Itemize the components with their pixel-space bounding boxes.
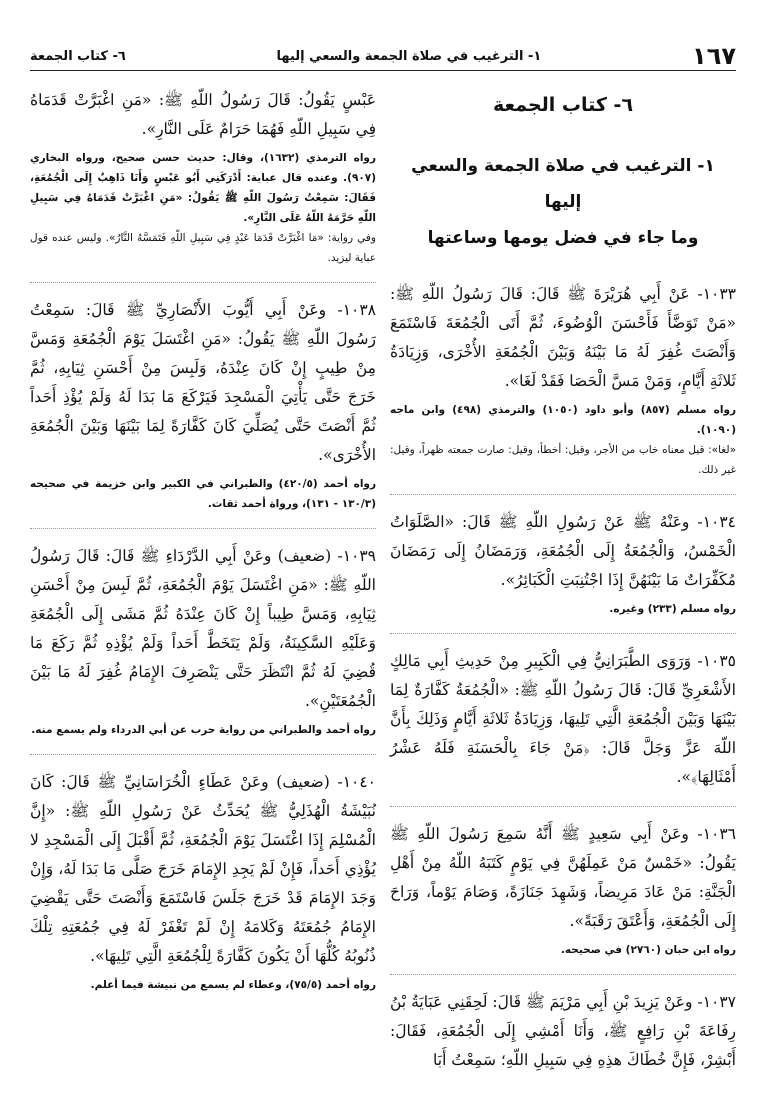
section-subtitle: وما جاء في فضل يومها وساعتها: [427, 228, 699, 248]
hadith-1040-reference: رواه أحمد (٧٥/٥)، وعطاء لم يسمع من نبيشة فيما أعلم.: [90, 979, 376, 991]
hadith-1038-reference: رواه أحمد (٤٢٠/٥) والطبراني في الكبير وابن خزيمة في صحيحه (١٣٠/٣ - ١٣١)، ورواة أحمد ثقات.: [30, 478, 376, 510]
running-title: ١- الترغيب في صلاة الجمعة والسعي إليها: [276, 48, 542, 64]
left-column: [30, 86, 376, 995]
hadith-1037: ١٠٣٧- وعَنْ يَزِيدَ بْنِ أَبِي مَرْيَمَ ﷺ قَالَ: لَحِقَنِي عَبَايَةُ بْنُ رِفَاعَةَ بْنِ رَافِعٍ ﷺ، وَأَنَا أَمْشِي إِلَى الْجُمُعَةِ، فَقَالَ: أَبْشِرْ، فَإِنَّ خُطَاكَ هذِهِ فِي سَبِيلِ اللّهِ؛ سَمِعْتُ أَبَا: [390, 993, 736, 1069]
hadith-1033-reference: رواه مسلم (٨٥٧) وأبو داود (١٠٥٠) والترمذي (٤٩٨) وابن ماجه (١٠٩٠).: [390, 404, 737, 436]
divider: [390, 633, 736, 635]
divider: [390, 974, 736, 976]
hadith-1039-reference: رواه أحمد والطبراني من رواية حرب عن أبي الدرداء ولم يسمع منه.: [31, 724, 376, 736]
chapter-title: ٦- كتاب الجمعة: [30, 48, 126, 64]
divider: [30, 754, 376, 756]
book-title: ٦- كتاب الجمعة: [492, 94, 634, 116]
page-number: ١٦٧: [692, 42, 736, 70]
hadith-1037-continuation: عَبْسٍ يَقُولُ: قَالَ رَسُولُ اللّهِ ﷺ: «مَنِ اغْبَرَّتْ قَدَمَاهُ فِي سَبِيلِ اللّهِ فَهُمَا حَرَامٌ عَلَى النَّارِ».: [30, 91, 376, 138]
hadith-1037-reference: رواه الترمذي (١٦٣٢)، وقال: حديث حسن صحيح، ورواه البخاري (٩٠٧). وعنده قال عباية: أَدْرَكَنِي أَبُو عَبْسٍ وَأَنَا ذَاهِبٌ إِلَى الْجُمُعَةِ، فَقَالَ: سَمِعْتُ رَسُولَ اللّهِ ﷺ يَقُولُ: «مَنِ اغْبَرَّتْ قَدَمَاهُ فِي سَبِيلِ اللّهِ حَرَّمَهُ اللّهُ عَلَى النَّارِ».: [30, 152, 376, 224]
hadith-1034-reference: رواه مسلم (٢٣٣) وغيره.: [609, 603, 736, 615]
hadith-1040: ١٠٤٠- (ضعيف) وعَنْ عَطَاءٍ الْخُرَاسَانِيِّ ﷺ قَالَ: كَانَ نُبَيْشَةُ الْهُذَلِيُّ ﷺ يُحَدِّثُ عَنْ رَسُولِ اللّهِ ﷺ: «إِنَّ الْمُسْلِمَ إِذَا اغْتَسَلَ يَوْمَ الْجُمُعَةِ، ثُمَّ أَقْبَلَ إِلَى الْمَسْجِدِ لا يُؤْذِي أَحَداً، فَإِنْ لَمْ يَجِدِ الإِمَامَ خَرَجَ صَلَّى مَا بَدَا لَهُ، وَإِنْ وَجَدَ الإِمَامَ قَدْ خَرَجَ جَلَسَ فَاسْتَمَعَ وَأَنْصَتَ حَتَّى يَقْضِيَ الإِمَامُ جُمُعَتَهُ وَكَلامَهُ إِنْ لَمْ تَغْفَرْ لَهُ فِي جُمُعَتِهِ تِلْكَ ذُنُوبُهُ كُلُّهَا أَنْ يَكُونَ كَفَّارَةً لِلْجُمُعَةِ الَّتِي تَلِيهَا».: [30, 773, 376, 965]
divider: [30, 282, 376, 284]
hadith-1034: ١٠٣٤- وعَنْهُ ﷺ عَنْ رَسُولِ اللّهِ ﷺ قَالَ: «الصَّلَوَاتُ الْخَمْسُ، وَالْجُمُعَةُ إِلَى الْجُمُعَةِ، وَرَمَضَانُ إِلَى رَمَضَانَ مُكَفِّرَاتٌ مَا بَيْنَهُنَّ إِذَا اجْتُنِبَتِ الْكَبَائِرُ».: [390, 513, 736, 589]
hadith-1039: ١٠٣٩- (ضعيف) وعَنْ أَبِي الدَّرْدَاءِ ﷺ قَالَ: قَالَ رَسُولُ اللّهِ ﷺ: «مَنِ اغْتَسَلَ يَوْمَ الْجُمُعَةِ، ثُمَّ لَبِسَ مِنْ أَحْسَنِ ثِيَابِهِ، وَمَسَّ طِيباً إِنْ كَانَ عِنْدَهُ ثُمَّ مَشَى إِلَى الْجُمُعَةِ وَعَلَيْهِ السَّكِينَةُ، وَلَمْ يَتَخَطَّ أَحَداً وَلَمْ يُؤْذِهِ ثُمَّ رَكَعَ مَا قُضِيَ لَهُ ثُمَّ انْتَظَرَ حَتَّى يَنْصَرِفَ الإِمَامُ غُفِرَ لَهُ مَا بَيْنَ الْجُمُعَتَيْنِ».: [30, 547, 376, 710]
divider: [390, 806, 736, 808]
section-title: ١- الترغيب في صلاة الجمعة والسعي إليها: [411, 156, 715, 212]
hadith-1036: ١٠٣٦- وعَنْ أَبِي سَعِيدٍ ﷺ أَنَّهُ سَمِعَ رَسُولَ اللّهِ ﷺ يَقُولُ: «خَمْسٌ مَنْ عَمِلَهُنَّ فِي يَوْمٍ كَتَبَهُ اللّهُ مِنْ أَهْلِ الْجَنَّةِ: مَنْ عَادَ مَرِيضاً، وَشَهِدَ جَنَازَةً، وَصَامَ يَوْماً، وَرَاحَ إِلَى الْجُمُعَةِ، وَأَعْتَقَ رَقَبَةً».: [390, 825, 736, 930]
divider: [30, 528, 376, 530]
hadith-1035: ١٠٣٥- وَرَوَى الطَّبَرَانِيُّ فِي الْكَبِيرِ مِنْ حَدِيثِ أَبِي مَالِكٍ الأَشْعَرِيِّ قَالَ: قَالَ رَسُولُ اللّهِ ﷺ: «الْجُمُعَةُ كَفَّارَةٌ لِمَا بَيْنَهَا وَبَيْنَ الْجُمُعَةِ الَّتِي تَلِيهَا، وَزِيَادَةُ ثَلاثَةِ أَيَّامٍ وَذَلِكَ بِأَنَّ اللّهَ عَزَّ وَجَلَّ قَالَ: ﴿مَنْ جَاءَ بِالْحَسَنَةِ فَلَهُ عَشْرُ أَمْثَالِهَا﴾».: [390, 652, 736, 786]
right-column: [390, 86, 736, 1075]
page-header: [30, 42, 736, 71]
hadith-1033-note: «لغا»: قيل معناه خاب من الأجر، وقيل: أخطأ، وقيل: صارت جمعته ظهراً، وقيل: غير ذلك.: [390, 444, 736, 476]
divider: [390, 494, 736, 496]
hadith-1033: ١٠٣٣- عَنْ أَبِي هُرَيْرَةَ ﷺ قَالَ: قَالَ رَسُولُ اللّهِ ﷺ: «مَنْ تَوَضَّأَ فَأَحْسَنَ الْوُضُوءَ، ثُمَّ أَتَى الْجُمُعَةَ فَاسْتَمَعَ وَأَنْصَتَ غُفِرَ لَهُ مَا بَيْنَهُ وَبَيْنَ الْجُمُعَةِ الأُخْرَى، وَزِيَادَةُ ثَلاثَةِ أَيَّامٍ، وَمَنْ مَسَّ الْحَصَا فَقَدْ لَغَا».: [390, 285, 736, 390]
hadith-1037-note: وفي رواية: «مَا اغْبَرَّتْ قَدَمَا عَبْدٍ فِي سَبِيلِ اللّهِ فَتَمَسَّهُ النَّارُ». وليس عنده قول عباية ليزيد.: [30, 232, 376, 264]
hadith-1036-reference: رواه ابن حبان (٢٧٦٠) في صحيحه.: [560, 944, 736, 956]
hadith-1038: ١٠٣٨- وعَنْ أَبِي أَيُّوبَ الأَنْصَارِيِّ ﷺ قَالَ: سَمِعْتُ رَسُولَ اللّهِ ﷺ يَقُولُ: «مَنِ اغْتَسَلَ يَوْمَ الْجُمُعَةِ وَمَسَّ مِنْ طِيبٍ إِنْ كَانَ عِنْدَهُ، وَلَبِسَ مِنْ أَحْسَنِ ثِيَابِهِ، ثُمَّ خَرَجَ حَتَّى يَأْتِيَ الْمَسْجِدَ فَيَرْكَعَ مَا بَدَا لَهُ وَلَمْ يُؤْذِ أَحَداً ثُمَّ أَنْصَتَ حَتَّى يُصَلِّيَ كَانَ كَفَّارَةً لِمَا بَيْنَهَا وَبَيْنَ الْجُمُعَةِ الأُخْرَى».: [30, 301, 376, 464]
